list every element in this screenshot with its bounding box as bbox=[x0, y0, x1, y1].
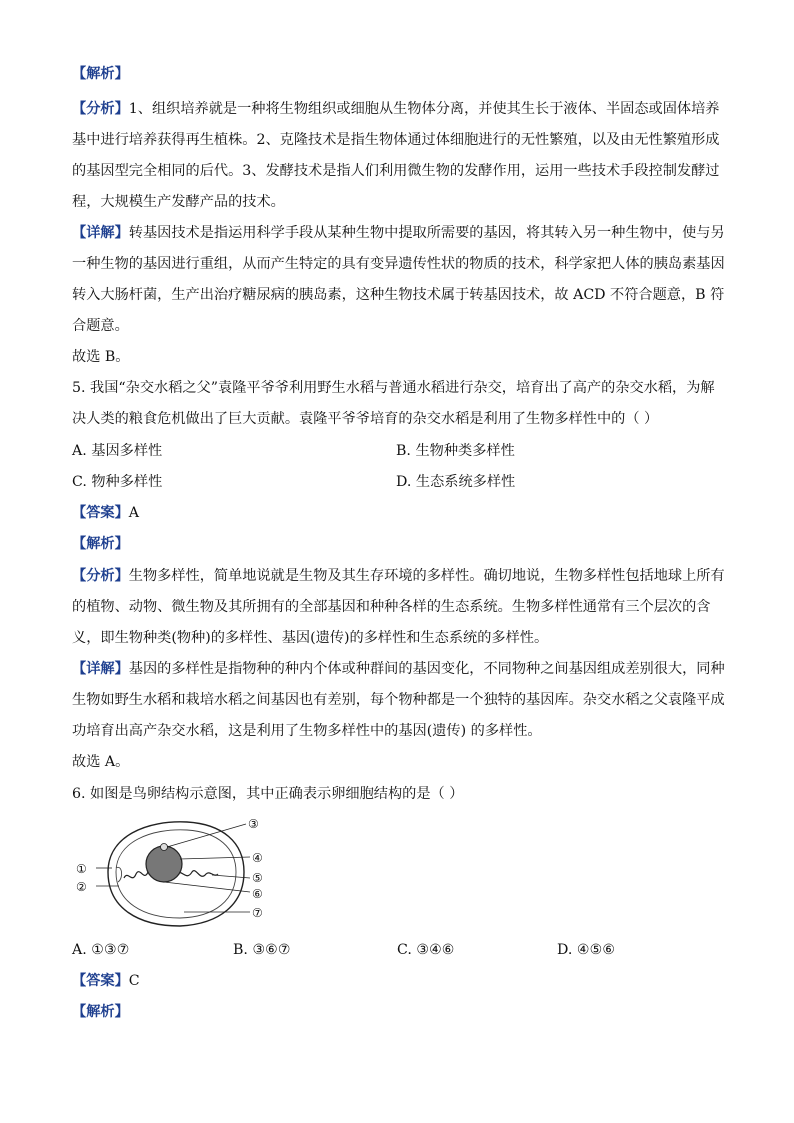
detail-tag: 【详解】 bbox=[72, 661, 129, 677]
analysis-line bbox=[72, 566, 724, 586]
analysis-text: 1、组织培养就是一种将生物组织或细胞从生物体分离，并使其生长于液体、半固态或固体培养 bbox=[128, 101, 720, 117]
analysis-line: 义，即生物种类(物种)的多样性、基因(遗传)的多样性和生态系统的多样性。 bbox=[72, 630, 549, 646]
analysis-line: 的植物、动物、微生物及其所拥有的全部基因和种种各样的生态系统。生物多样性通常有三个层次的含 bbox=[72, 599, 711, 615]
leader-line bbox=[164, 882, 250, 892]
question-stem: 决人类的粮食危机做出了巨大贡献。袁隆平爷爷培育的杂交水稻是利用了生物多样性中的（ ） bbox=[72, 411, 659, 427]
question-stem: 6. 如图是鸟卵结构示意图，其中正确表示卵细胞结构的是（ ） bbox=[72, 786, 464, 802]
analysis-tag: 【分析】 bbox=[72, 568, 129, 584]
detail-text: 基因的多样性是指物种的种内个体或种群间的基因变化，不同物种之间基因组成差别很大，同种 bbox=[128, 661, 725, 677]
chalaza-left bbox=[124, 872, 148, 878]
analysis-line: 基中进行培养获得再生植株。2、克隆技术是指生物体通过体细胞进行的无性繁殖，以及由无性繁殖形成 bbox=[72, 132, 720, 148]
answer-tag: 【答案】 bbox=[72, 973, 129, 989]
detail-line: 转入大肠杆菌，生产出治疗糖尿病的胰岛素，这种生物技术属于转基因技术，故 ACD 不符合题意，B 符 bbox=[72, 287, 725, 303]
detail-line: 功培育出高产杂交水稻，这是利用了生物多样性中的基因(遗传) 的多样性。 bbox=[72, 723, 542, 739]
option-c: C. ③④⑥ bbox=[397, 942, 455, 958]
analysis-line bbox=[72, 99, 724, 119]
explanation-header: 【解析】 bbox=[72, 1004, 129, 1020]
detail-line: 一种生物的基因进行重组，从而产生特定的具有变异遗传性状的物质的技术，科学家把人体的胰岛素基因 bbox=[72, 256, 725, 272]
conclusion: 故选 A。 bbox=[72, 754, 130, 770]
analysis-line: 程，大规模生产发酵产品的技术。 bbox=[72, 194, 285, 210]
detail-line bbox=[72, 223, 724, 243]
analysis-line: 的基因型完全相同的后代。3、发酵技术是指人们利用微生物的发酵作用，运用一些技术手段控制发酵过 bbox=[72, 163, 720, 179]
diagram-label: ③ bbox=[248, 817, 259, 831]
detail-line bbox=[72, 659, 724, 679]
answer-line bbox=[72, 971, 724, 991]
option-b: B. ③⑥⑦ bbox=[233, 942, 291, 958]
diagram-label: ⑦ bbox=[252, 906, 263, 920]
detail-line: 生物如野生水稻和栽培水稻之间基因也有差别，每个物种都是一个独特的基因库。杂交水稻之父袁隆平成 bbox=[72, 692, 725, 708]
answer-value: A bbox=[128, 505, 140, 521]
leader-line bbox=[167, 824, 246, 847]
analysis-text: 生物多样性，简单地说就是生物及其生存环境的多样性。确切地说，生物多样性包括地球上所有 bbox=[128, 568, 725, 584]
yolk bbox=[146, 846, 182, 882]
detail-tag: 【详解】 bbox=[72, 225, 129, 241]
question-stem: 5. 我国“杂交水稻之父”袁隆平爷爷利用野生水稻与普通水稻进行杂交，培育出了高产的杂交水稻，为解 bbox=[72, 380, 715, 396]
bird-egg-diagram bbox=[72, 812, 282, 932]
conclusion: 故选 B。 bbox=[72, 349, 130, 365]
answer-value: C bbox=[128, 973, 140, 989]
option-d: D. 生态系统多样性 bbox=[396, 474, 516, 490]
explanation-header: 【解析】 bbox=[72, 536, 129, 552]
detail-line: 合题意。 bbox=[72, 318, 129, 334]
option-a: A. ①③⑦ bbox=[72, 942, 130, 958]
diagram-label: ⑥ bbox=[252, 887, 263, 901]
diagram-label: ④ bbox=[252, 851, 263, 865]
diagram-label: ① bbox=[76, 862, 87, 876]
diagram-label: ② bbox=[76, 880, 87, 894]
analysis-tag: 【分析】 bbox=[72, 101, 129, 117]
option-b: B. 生物种类多样性 bbox=[396, 443, 515, 459]
chalaza-right bbox=[176, 871, 218, 877]
explanation-header: 【解析】 bbox=[72, 66, 129, 82]
option-d: D. ④⑤⑥ bbox=[557, 942, 616, 958]
option-c: C. 物种多样性 bbox=[72, 474, 163, 490]
germinal-disc bbox=[161, 844, 168, 851]
diagram-label: ⑤ bbox=[252, 871, 263, 885]
detail-text: 转基因技术是指运用科学手段从某种生物中提取所需要的基因，将其转入另一种生物中，使与另 bbox=[128, 225, 725, 241]
answer-line bbox=[72, 503, 724, 523]
leader-line bbox=[180, 857, 250, 859]
option-a: A. 基因多样性 bbox=[72, 443, 163, 459]
answer-tag: 【答案】 bbox=[72, 505, 129, 521]
